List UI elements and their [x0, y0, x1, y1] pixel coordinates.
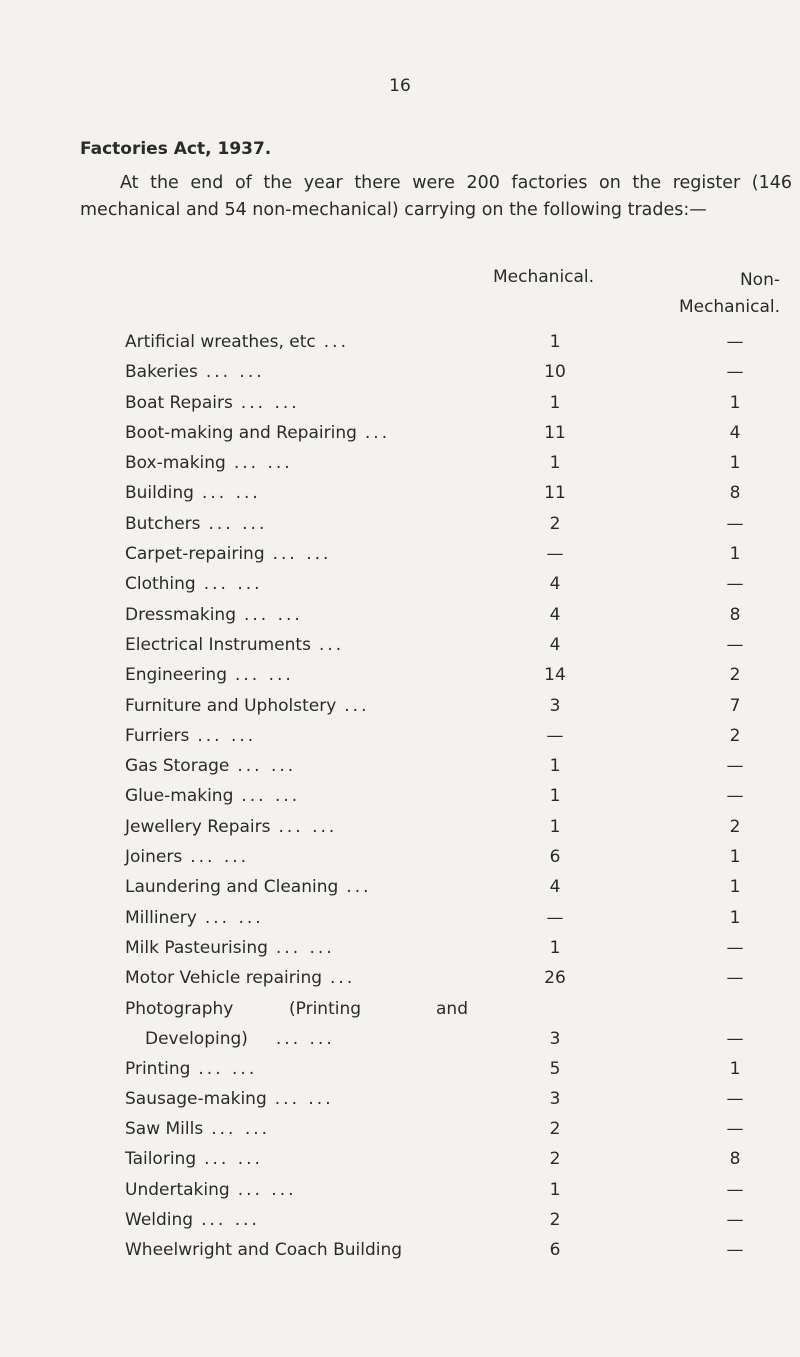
non-mechanical-count: —	[726, 937, 744, 958]
mechanical-count: 4	[549, 634, 561, 655]
table-row	[0, 1089, 800, 1119]
leader-dots: ... ...	[272, 544, 332, 565]
table-row	[0, 847, 800, 877]
leader-dots: ... ...	[204, 1149, 263, 1170]
table-row	[0, 1240, 800, 1270]
mechanical-count: 4	[549, 604, 561, 625]
trade-name-part: Photography	[125, 998, 234, 1019]
table-row	[0, 726, 800, 756]
table-row	[0, 362, 800, 392]
trade-name	[125, 635, 344, 655]
mechanical-count: 3	[549, 1088, 561, 1109]
trade-name-text: Artificial wreathes, etc	[125, 332, 316, 352]
table-row	[0, 544, 800, 574]
mechanical-count: 3	[549, 695, 561, 716]
leader-dots: ... ...	[198, 1058, 258, 1079]
trades-list-b	[0, 1059, 800, 1271]
trade-name	[125, 423, 390, 443]
trade-name-text: Box-making	[125, 453, 226, 474]
trade-name	[125, 756, 296, 776]
trade-name	[125, 605, 303, 625]
trade-name-text: Printing	[125, 1058, 191, 1079]
trade-name	[125, 1149, 263, 1169]
non-mechanical-count: 1	[729, 1058, 741, 1079]
mechanical-count: 1	[549, 453, 561, 474]
section-heading: Factories Act, 1937.	[80, 139, 272, 159]
non-mechanical-count: —	[726, 634, 744, 655]
non-mechanical-count: —	[726, 756, 744, 777]
mechanical-count: 1	[549, 937, 561, 958]
leader-dots: ...	[346, 877, 372, 898]
non-mechanical-count: 1	[729, 907, 741, 928]
leader-dots: ... ...	[275, 937, 335, 958]
trade-name	[125, 726, 256, 746]
mechanical-count: 1	[549, 332, 561, 352]
leader-dots: ... ...	[241, 786, 301, 807]
leader-dots: ...	[364, 422, 391, 443]
trade-name	[125, 362, 265, 382]
non-mechanical-count: 1	[729, 877, 741, 898]
trade-name-text: Carpet-repairing	[125, 544, 265, 565]
mechanical-count: 2	[549, 1210, 561, 1231]
mechanical-count: —	[546, 725, 564, 746]
table-row	[0, 908, 800, 938]
trade-name	[125, 1059, 257, 1079]
non-mechanical-count: 8	[729, 604, 741, 625]
trade-name	[125, 1210, 260, 1230]
trade-name	[125, 817, 337, 837]
non-mechanical-count: 7	[729, 695, 741, 716]
trade-name	[125, 514, 267, 534]
table-row	[0, 756, 800, 786]
trade-name-text: Millinery	[125, 907, 197, 928]
table-row	[0, 483, 800, 513]
table-row	[0, 877, 800, 907]
trade-name	[125, 1180, 297, 1200]
leader-dots: ...	[344, 695, 370, 716]
non-mechanical-count: 1	[729, 392, 741, 413]
non-mechanical-count: 1	[729, 544, 741, 565]
mechanical-count: 2	[549, 513, 561, 534]
mechanical-count: 11	[544, 422, 566, 443]
table-row	[0, 453, 800, 483]
table-row	[0, 1180, 800, 1210]
table-row	[0, 938, 800, 968]
trade-name	[125, 453, 293, 473]
table-row	[0, 786, 800, 816]
leader-dots: ...	[323, 332, 349, 352]
non-mechanical-count: 1	[729, 847, 741, 868]
column-header-non-mechanical: Non- Mechanical.	[678, 270, 780, 317]
trade-name	[125, 847, 249, 867]
mechanical-count: 1	[549, 392, 561, 413]
leader-dots: ... ...	[205, 362, 265, 383]
trade-name	[125, 332, 349, 352]
leader-dots: ... ...	[201, 483, 261, 504]
mechanical-count: 4	[549, 574, 561, 595]
non-mechanical-count: —	[726, 1088, 744, 1109]
leader-dots: ... ...	[237, 756, 297, 777]
leader-dots: ... ...	[275, 1028, 335, 1049]
leader-dots: ... ...	[197, 725, 257, 746]
trade-name	[125, 877, 372, 897]
trade-name-text: Electrical Instruments	[125, 634, 311, 655]
trade-name	[125, 938, 335, 958]
trade-name-text: Tailoring	[125, 1149, 197, 1170]
intro-paragraph	[80, 170, 792, 224]
mechanical-count: 14	[544, 665, 566, 686]
trade-name-text: Motor Vehicle repairing	[125, 968, 323, 989]
table-row	[0, 514, 800, 544]
non-mechanical-count: —	[726, 513, 744, 534]
mechanical-count: 1	[549, 1179, 561, 1200]
table-row	[0, 605, 800, 635]
trade-name-text: Gas Storage	[125, 756, 230, 777]
trade-name-text: Butchers	[125, 513, 201, 534]
non-mechanical-count: —	[726, 1240, 744, 1261]
mechanical-count: 3	[549, 1028, 561, 1049]
trade-name-text: Milk Pasteurising	[125, 937, 268, 958]
leader-dots: ... ...	[278, 816, 338, 837]
trade-name-text: Bakeries	[125, 362, 198, 383]
trade-name-text: Engineering	[125, 665, 227, 686]
mechanical-count: 6	[549, 847, 561, 868]
trade-name	[125, 1119, 270, 1139]
mechanical-count: 4	[549, 877, 561, 898]
mechanical-count: 10	[544, 362, 566, 383]
page-number: 16	[389, 76, 411, 96]
table-row	[0, 665, 800, 695]
trade-name	[125, 1240, 410, 1260]
table-row	[0, 1119, 800, 1149]
leader-dots: ... ...	[190, 847, 250, 868]
non-mechanical-count: —	[726, 968, 744, 989]
trade-name	[125, 1089, 334, 1109]
table-row	[0, 393, 800, 423]
trade-name	[125, 786, 300, 806]
table-row	[0, 574, 800, 604]
leader-dots: ... ...	[201, 1210, 260, 1231]
trades-table	[0, 332, 800, 1271]
mechanical-count: 1	[549, 786, 561, 807]
trade-name-text: Joiners	[125, 847, 183, 868]
trade-name	[125, 393, 300, 413]
non-mechanical-count: 8	[729, 483, 741, 504]
trade-name-text: Boot-making and Repairing	[125, 422, 357, 443]
non-mechanical-count: —	[726, 1028, 744, 1049]
non-mechanical-count: 4	[729, 422, 741, 443]
leader-dots: ... ...	[244, 604, 303, 625]
table-row-photography	[0, 999, 800, 1059]
non-mechanical-count: —	[726, 362, 744, 383]
leader-dots: ...	[330, 968, 356, 989]
trade-name	[125, 908, 264, 928]
leader-dots: ... ...	[204, 907, 264, 928]
trade-name-part: (Printing	[289, 998, 362, 1019]
trade-name-text: Furniture and Upholstery	[125, 695, 337, 716]
leader-dots: ... ...	[203, 574, 263, 595]
intro-text: At the end of the year there were 200 factories on the register (146 mechanical and 54 non-mechanical) carrying on the following trades:—	[80, 173, 792, 220]
trade-name-text: Sausage-making	[125, 1088, 267, 1109]
non-mechanical-count: —	[726, 1119, 744, 1140]
table-row	[0, 635, 800, 665]
mechanical-count: 26	[544, 968, 566, 989]
mechanical-count: 5	[549, 1058, 561, 1079]
leader-dots: ... ...	[237, 1179, 297, 1200]
leader-dots: ... ...	[274, 1088, 334, 1109]
table-row	[0, 968, 800, 998]
table-row	[0, 1059, 800, 1089]
trade-name-text: Undertaking	[125, 1179, 230, 1200]
trade-name-part: and	[436, 998, 468, 1019]
table-row	[0, 817, 800, 847]
trade-name-text: Jewellery Repairs	[125, 816, 271, 837]
mechanical-count: 1	[549, 756, 561, 777]
trade-name	[125, 696, 370, 716]
trade-name-text: Welding	[125, 1210, 194, 1231]
mechanical-count: 11	[544, 483, 566, 504]
non-mechanical-count: —	[726, 332, 744, 352]
non-mechanical-count: —	[726, 1179, 744, 1200]
non-mechanical-count: —	[726, 1210, 744, 1231]
non-mechanical-count: —	[726, 574, 744, 595]
leader-dots: ... ...	[233, 453, 293, 474]
table-row	[0, 696, 800, 726]
trade-name-text: Saw Mills	[125, 1119, 204, 1140]
column-header-mechanical: Mechanical.	[493, 267, 595, 287]
trade-name-text: Laundering and Cleaning	[125, 877, 339, 898]
non-mechanical-count: —	[726, 786, 744, 807]
trade-name	[125, 574, 263, 594]
leader-dots: ... ...	[208, 513, 268, 534]
mechanical-count: —	[546, 544, 564, 565]
leader-dots: ... ...	[211, 1119, 271, 1140]
leader-dots: ...	[318, 634, 345, 655]
table-row	[0, 1210, 800, 1240]
mechanical-count: 2	[549, 1149, 561, 1170]
non-mechanical-count: 2	[729, 725, 741, 746]
mechanical-count: 6	[549, 1240, 561, 1261]
table-row	[0, 423, 800, 453]
trade-name-text: Boat Repairs	[125, 392, 233, 413]
table-row	[0, 1149, 800, 1179]
leader-dots: ... ...	[235, 665, 294, 686]
table-row	[0, 332, 800, 362]
trade-name-continuation	[145, 1029, 335, 1049]
trades-list-a	[0, 332, 800, 999]
trade-name	[125, 665, 294, 685]
mechanical-count: —	[546, 907, 564, 928]
trade-name	[125, 483, 261, 503]
non-mechanical-count: 2	[729, 816, 741, 837]
trade-name	[125, 544, 331, 564]
trade-name-text: Furriers	[125, 725, 190, 746]
trade-name-text: Developing)	[145, 1028, 248, 1049]
trade-name-text: Building	[125, 483, 194, 504]
mechanical-count: 2	[549, 1119, 561, 1140]
trade-name	[125, 968, 355, 988]
non-mechanical-count: 1	[729, 453, 741, 474]
trade-name-text: Glue-making	[125, 786, 234, 807]
non-mechanical-count: 8	[729, 1149, 741, 1170]
trade-name-text: Dressmaking	[125, 604, 236, 625]
non-mechanical-count: 2	[729, 665, 741, 686]
trade-name-text: Clothing	[125, 574, 196, 595]
leader-dots: ... ...	[240, 392, 300, 413]
trade-name-text: Wheelwright and Coach Building	[125, 1240, 403, 1261]
mechanical-count: 1	[549, 816, 561, 837]
